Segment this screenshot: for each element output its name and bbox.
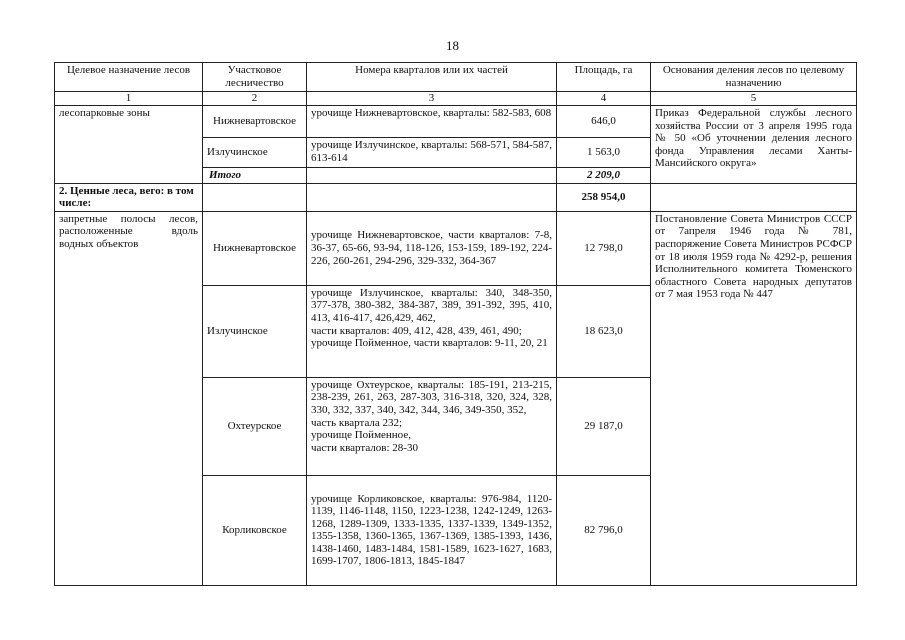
quarters-cell (307, 285, 557, 377)
table-row (55, 106, 857, 138)
area-cell: 18 623,0 (557, 285, 651, 377)
header-purpose: Целевое назначение лесов (55, 63, 203, 92)
quarters-text: урочище Пойменное, (311, 429, 411, 442)
area-cell: 29 187,0 (557, 377, 651, 475)
empty-cell (307, 168, 557, 184)
quarters-text: урочище Пойменное, части кварталов: 9-11, 20, 21 (311, 337, 548, 350)
quarters-cell: урочище Нижневартовское, части кварталов: 7-8, 36-37, 65-66, 93-94, 118-126, 153-159, 189-192, 224-226, 260-261, 294-296, 329-332, 364-367 (307, 211, 557, 285)
quarters-text: части кварталов: 28-30 (311, 441, 418, 454)
header-quarters: Номера кварталов или их частей (307, 63, 557, 92)
purpose-cell: лесопарковые зоны (55, 106, 203, 184)
empty-cell (307, 183, 557, 211)
quarters-cell: урочище Корликовское, кварталы: 976-984, 1120-1139, 1146-1148, 1150, 1223-1238, 1242-1249, 1263-1268, 1289-1309, 1333-1335, 1337-1339, 1349-1352, 1355-1358, 1360-1365, 1367-1369, 1385-1393, 1436, 1438-1460, 1483-1484, 1581-1589, 1623-1627, 1683, 1699-1707, 1806-1813, 1845-1847 (307, 475, 557, 585)
quarters-text: часть квартала 232; (311, 416, 403, 429)
forestry-cell: Нижневартовское (203, 211, 307, 285)
forest-purpose-table (54, 62, 857, 586)
purpose-cell: запретные полосы лесов, расположенные вдоль водных объектов (55, 211, 203, 585)
forestry-cell: Охтеурское (203, 377, 307, 475)
total-label: Итого (203, 168, 307, 184)
table-header-row (55, 63, 857, 92)
column-number: 4 (557, 92, 651, 106)
empty-cell (203, 183, 307, 211)
forestry-cell: Излучинское (203, 285, 307, 377)
quarters-text: части кварталов: 409, 412, 428, 439, 461, 490; (311, 324, 522, 337)
page-number: 18 (446, 38, 459, 53)
header-area: Площадь, га (557, 63, 651, 92)
quarters-cell (307, 377, 557, 475)
area-cell: 646,0 (557, 106, 651, 138)
forestry-cell: Корликовское (203, 475, 307, 585)
header-basis: Основания деления лесов по целевому назначению (651, 63, 857, 92)
column-number-row (55, 92, 857, 106)
area-cell: 82 796,0 (557, 475, 651, 585)
header-forestry: Участковое лесничество (203, 63, 307, 92)
forestry-cell: Излучинское (203, 138, 307, 168)
section-area: 258 954,0 (557, 183, 651, 211)
basis-cell: Приказ Федеральной службы лесного хозяйства России от 3 апреля 1995 года № 50 «Об уточнении деления лесного фонда Управления лесами Ханты-Мансийского округа» (651, 106, 857, 184)
section-label: 2. Ценные леса, вего: в том числе: (55, 183, 203, 211)
empty-cell (651, 183, 857, 211)
column-number: 2 (203, 92, 307, 106)
column-number: 1 (55, 92, 203, 106)
table-row (55, 211, 857, 285)
column-number: 5 (651, 92, 857, 106)
total-area: 2 209,0 (557, 168, 651, 184)
forestry-cell: Нижневартовское (203, 106, 307, 138)
area-cell: 1 563,0 (557, 138, 651, 168)
quarters-cell: урочище Нижневартовское, кварталы: 582-583, 608 (307, 106, 557, 138)
section-row (55, 183, 857, 211)
column-number: 3 (307, 92, 557, 106)
quarters-cell: урочище Излучинское, кварталы: 568-571, 584-587, 613-614 (307, 138, 557, 168)
basis-cell: Постановление Совета Министров СССР от 7апреля 1946 года № 781, распоряжение Совета Министров РСФСР от 18 июля 1959 года № 4292-р, решения Исполнительного комитета Тюменского областного Совета народных депутатов от 7 мая 1953 года № 447 (651, 211, 857, 585)
area-cell: 12 798,0 (557, 211, 651, 285)
quarters-text: урочище Охтеурское, кварталы: 185-191, 213-215, 238-239, 261, 263, 287-303, 316-318, 320, 324, 328, 330, 332, 337, 340, 342, 344, 346, 349-350, 352, (311, 378, 552, 416)
quarters-text: урочище Излучинское, кварталы: 340, 348-350, 377-378, 380-382, 384-387, 389, 391-392, 395, 410, 413, 416-417, 426,429, 462, (311, 286, 552, 324)
